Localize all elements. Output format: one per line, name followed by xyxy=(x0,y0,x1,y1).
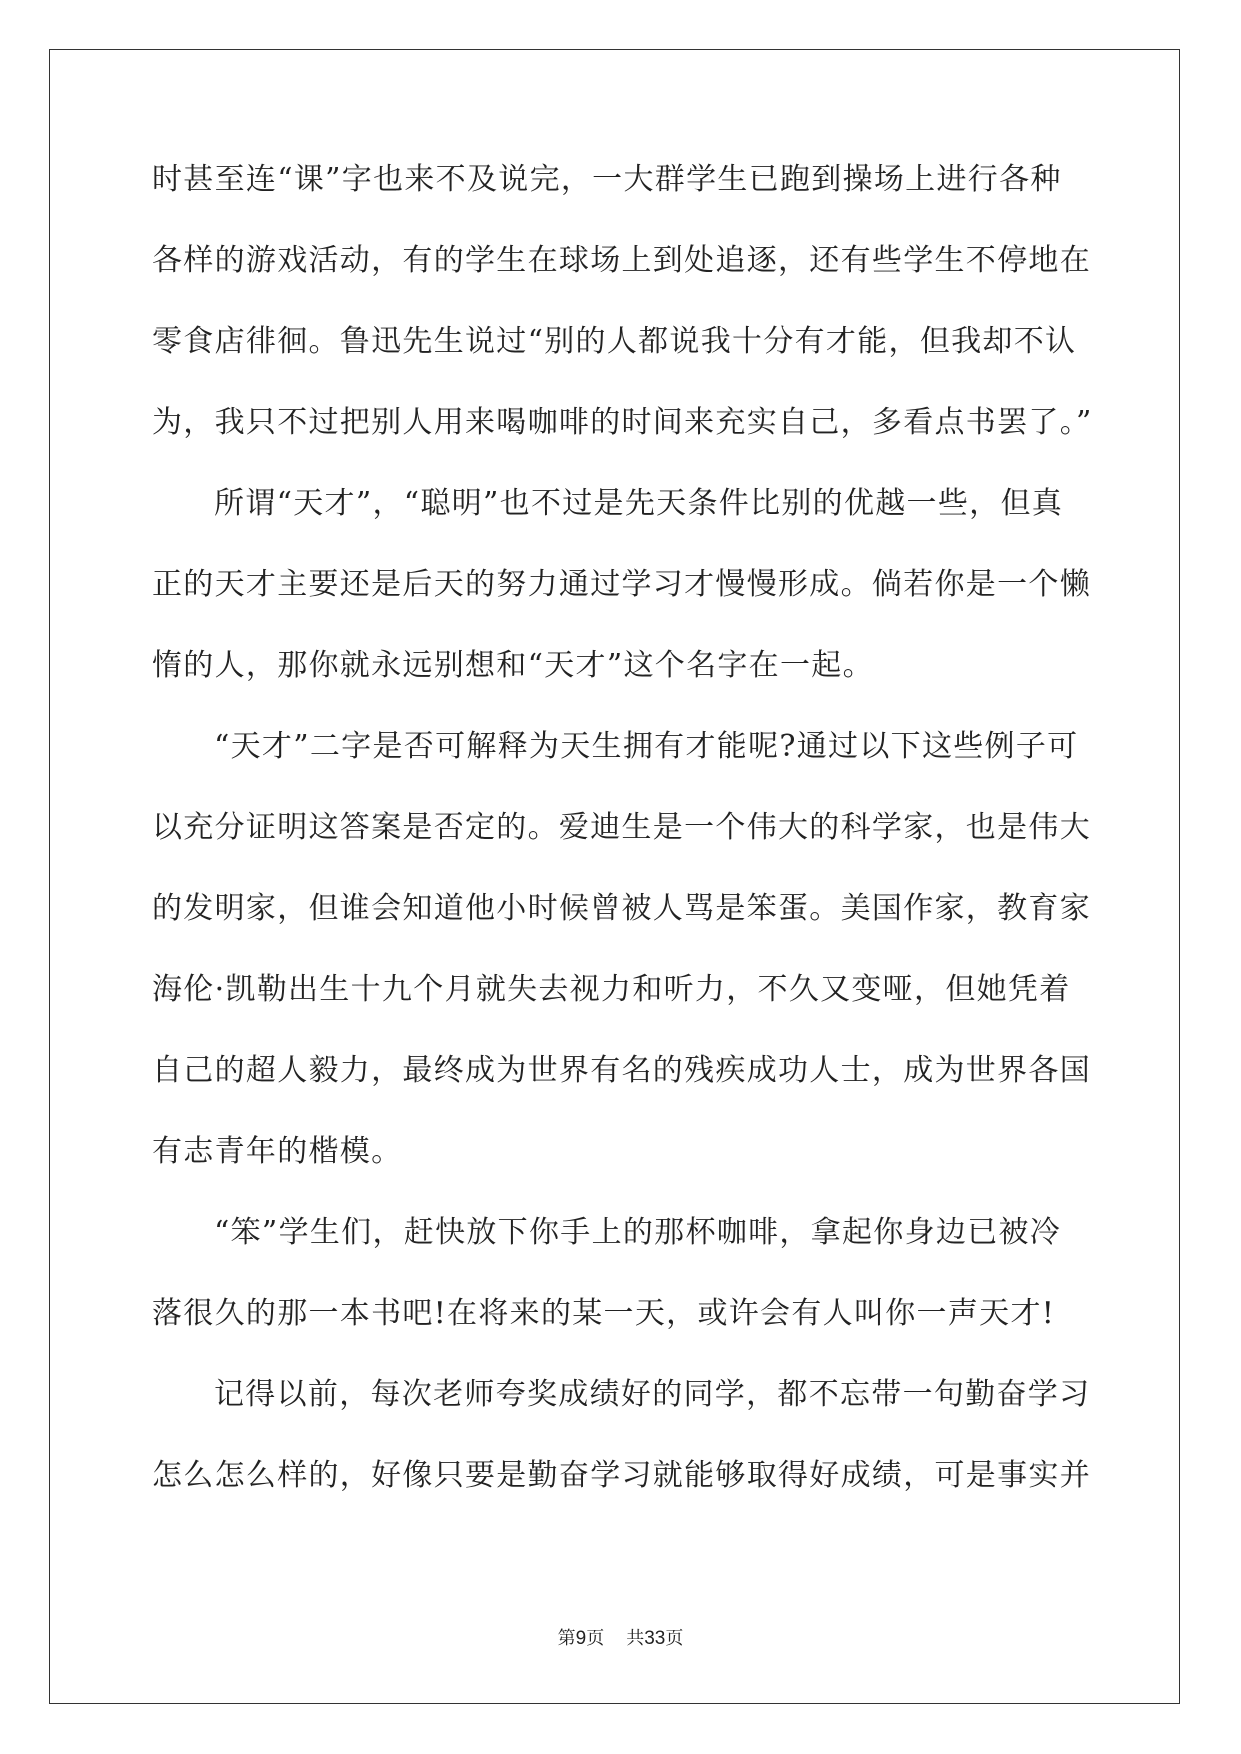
text-line-10: 的发明家，但谁会知道他小时候曾被人骂是笨蛋。美国作家，教育家 xyxy=(152,891,1091,926)
total-prefix: 共 xyxy=(626,1628,645,1648)
text-line-17: 怎么怎么样的，好像只要是勤奋学习就能够取得好成绩，可是事实并 xyxy=(152,1458,1091,1493)
text-line-5: 所谓“天才”，“聪明”也不过是先天条件比别的优越一些，但真 xyxy=(214,486,1064,521)
page-prefix: 第 xyxy=(557,1628,576,1648)
text-line-14: “笨”学生们，赶快放下你手上的那杯咖啡，拿起你身边已被冷 xyxy=(214,1215,1062,1250)
page-footer xyxy=(0,1624,1241,1650)
text-line-1: 时甚至连“课”字也来不及说完，一大群学生已跑到操场上进行各种 xyxy=(152,162,1062,197)
total-suffix: 页 xyxy=(665,1628,684,1648)
text-line-3: 零食店徘徊。鲁迅先生说过“别的人都说我十分有才能，但我却不认 xyxy=(152,324,1077,359)
text-line-16: 记得以前，每次老师夸奖成绩好的同学，都不忘带一句勤奋学习 xyxy=(214,1377,1091,1412)
text-line-15: 落很久的那一本书吧!在将来的某一天，或许会有人叫你一声天才! xyxy=(152,1296,1056,1331)
text-line-8: “天才”二字是否可解释为天生拥有才能呢?通过以下这些例子可 xyxy=(214,729,1079,764)
page-suffix: 页 xyxy=(586,1628,605,1648)
page-number: 9 xyxy=(575,1628,587,1649)
text-line-6: 正的天才主要还是后天的努力通过学习才慢慢形成。倘若你是一个懒 xyxy=(152,567,1091,602)
document-body xyxy=(152,160,1092,1537)
text-line-7: 惰的人，那你就永远别想和“天才”这个名字在一起。 xyxy=(152,648,874,683)
text-line-4: 为，我只不过把别人用来喝咖啡的时间来充实自己，多看点书罢了。” xyxy=(152,405,1093,440)
text-line-13: 有志青年的楷模。 xyxy=(152,1134,403,1169)
text-line-9: 以充分证明这答案是否定的。爱迪生是一个伟大的科学家，也是伟大 xyxy=(152,810,1091,845)
text-line-11: 海伦·凯勒出生十九个月就失去视力和听力，不久又变哑，但她凭着 xyxy=(152,972,1071,1007)
text-line-2: 各样的游戏活动，有的学生在球场上到处追逐，还有些学生不停地在 xyxy=(152,243,1091,278)
text-line-12: 自己的超人毅力，最终成为世界有名的残疾成功人士，成为世界各国 xyxy=(152,1053,1091,1088)
total-pages: 33 xyxy=(644,1628,666,1649)
